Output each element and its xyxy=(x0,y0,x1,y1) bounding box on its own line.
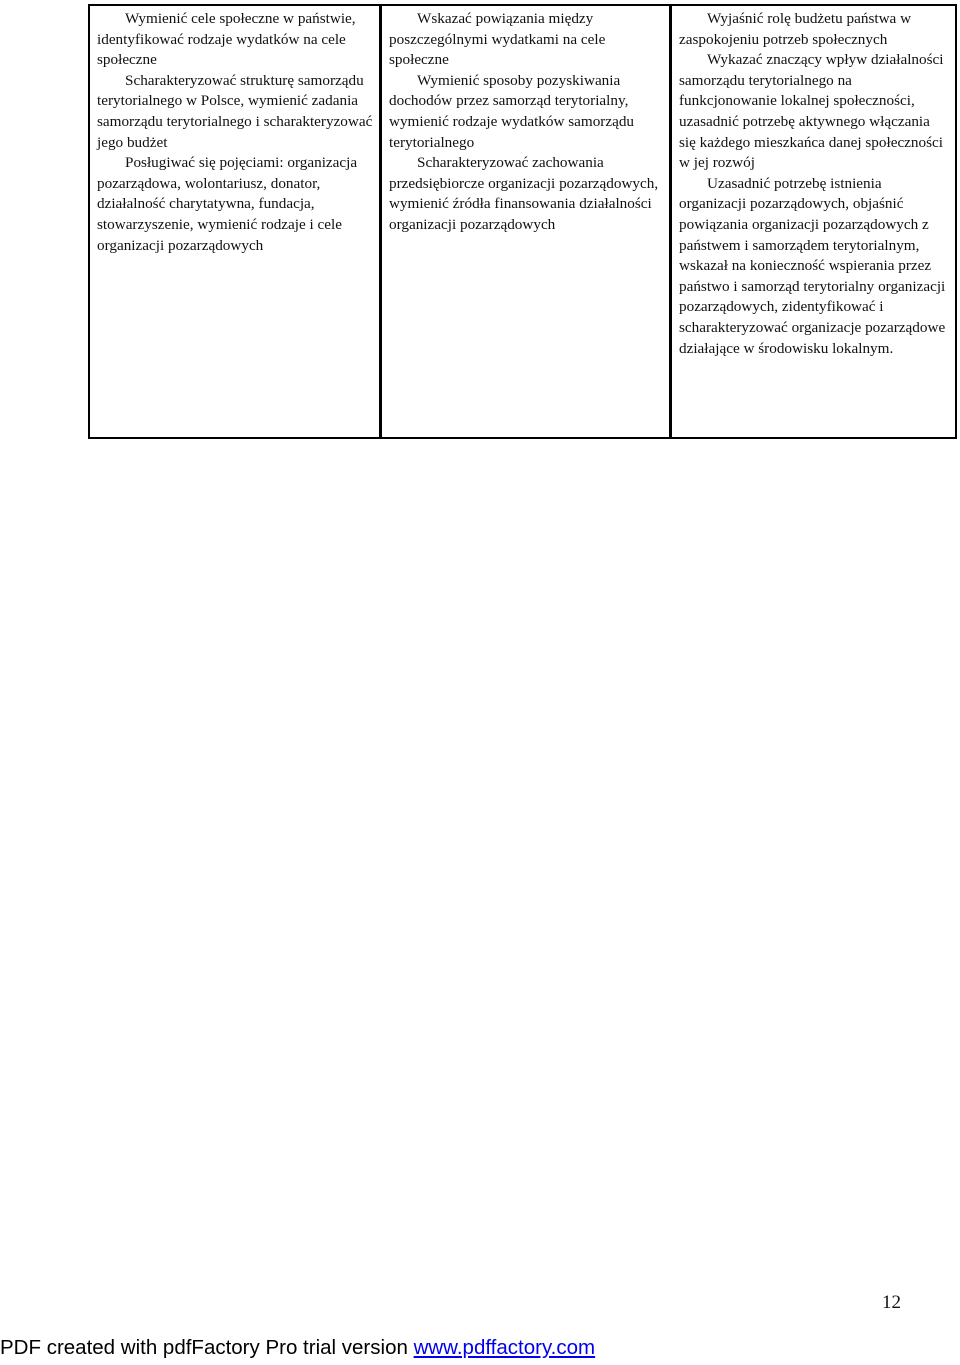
page-number: 12 xyxy=(882,1292,901,1313)
cell-paragraph: Wymienić cele społeczne w państwie, identyfikować rodzaje wydatków na cele społeczne xyxy=(97,10,356,69)
objectives-table xyxy=(88,4,957,439)
cell-paragraph: Wymienić sposoby pozyskiwania dochodów przez samorząd terytorialny, wymienić rodzaje wydatków samorządu terytorialnego xyxy=(389,71,635,151)
cell-paragraph: Uzasadnić potrzebę istnienia organizacji pozarządowych, objaśnić powiązania organizacji pozarządowych z państwem i samorządem terytorialnym, wskazał na konieczność wspierania przez państwo i samorząd terytorialny organizacji pozarządowych, zidentyfikować i scharakteryzować organizacje pozarządowe działające w środowisku lokalnym. xyxy=(679,174,946,357)
table-cell-column-1 xyxy=(90,6,379,437)
cell-paragraph: Wykazać znaczący wpływ działalności samorządu terytorialnego na funkcjonowanie lokalnej społeczności, uzasadnić potrzebę aktywnego włączania się każdego mieszkańca danej społeczności w jej rozwój xyxy=(679,51,944,172)
table-cell-column-2 xyxy=(379,6,669,437)
pdf-footer xyxy=(0,1336,595,1360)
footer-text: PDF created with pdfFactory Pro trial version xyxy=(0,1336,414,1359)
footer-link[interactable]: www.pdffactory.com xyxy=(413,1336,596,1359)
cell-paragraph: Scharakteryzować zachowania przedsiębiorcze organizacji pozarządowych, wymienić źródła finansowania działalności organizacji pozarządowych xyxy=(389,154,659,233)
cell-paragraph: Posługiwać się pojęciami: organizacja pozarządowa, wolontariusz, donator, działalność charytatywna, fundacja, stowarzyszenie, wymienić rodzaje i cele organizacji pozarządowych xyxy=(97,154,358,254)
cell-paragraph: Scharakteryzować strukturę samorządu terytorialnego w Polsce, wymienić zadania samorządu terytorialnego i scharakteryzować jego budżet xyxy=(97,71,373,151)
cell-paragraph: Wyjaśnić rolę budżetu państwa w zaspokojeniu potrzeb społecznych xyxy=(679,10,912,48)
table-cell-column-3 xyxy=(669,6,955,437)
cell-paragraph: Wskazać powiązania między poszczególnymi wydatkami na cele społeczne xyxy=(389,10,606,69)
